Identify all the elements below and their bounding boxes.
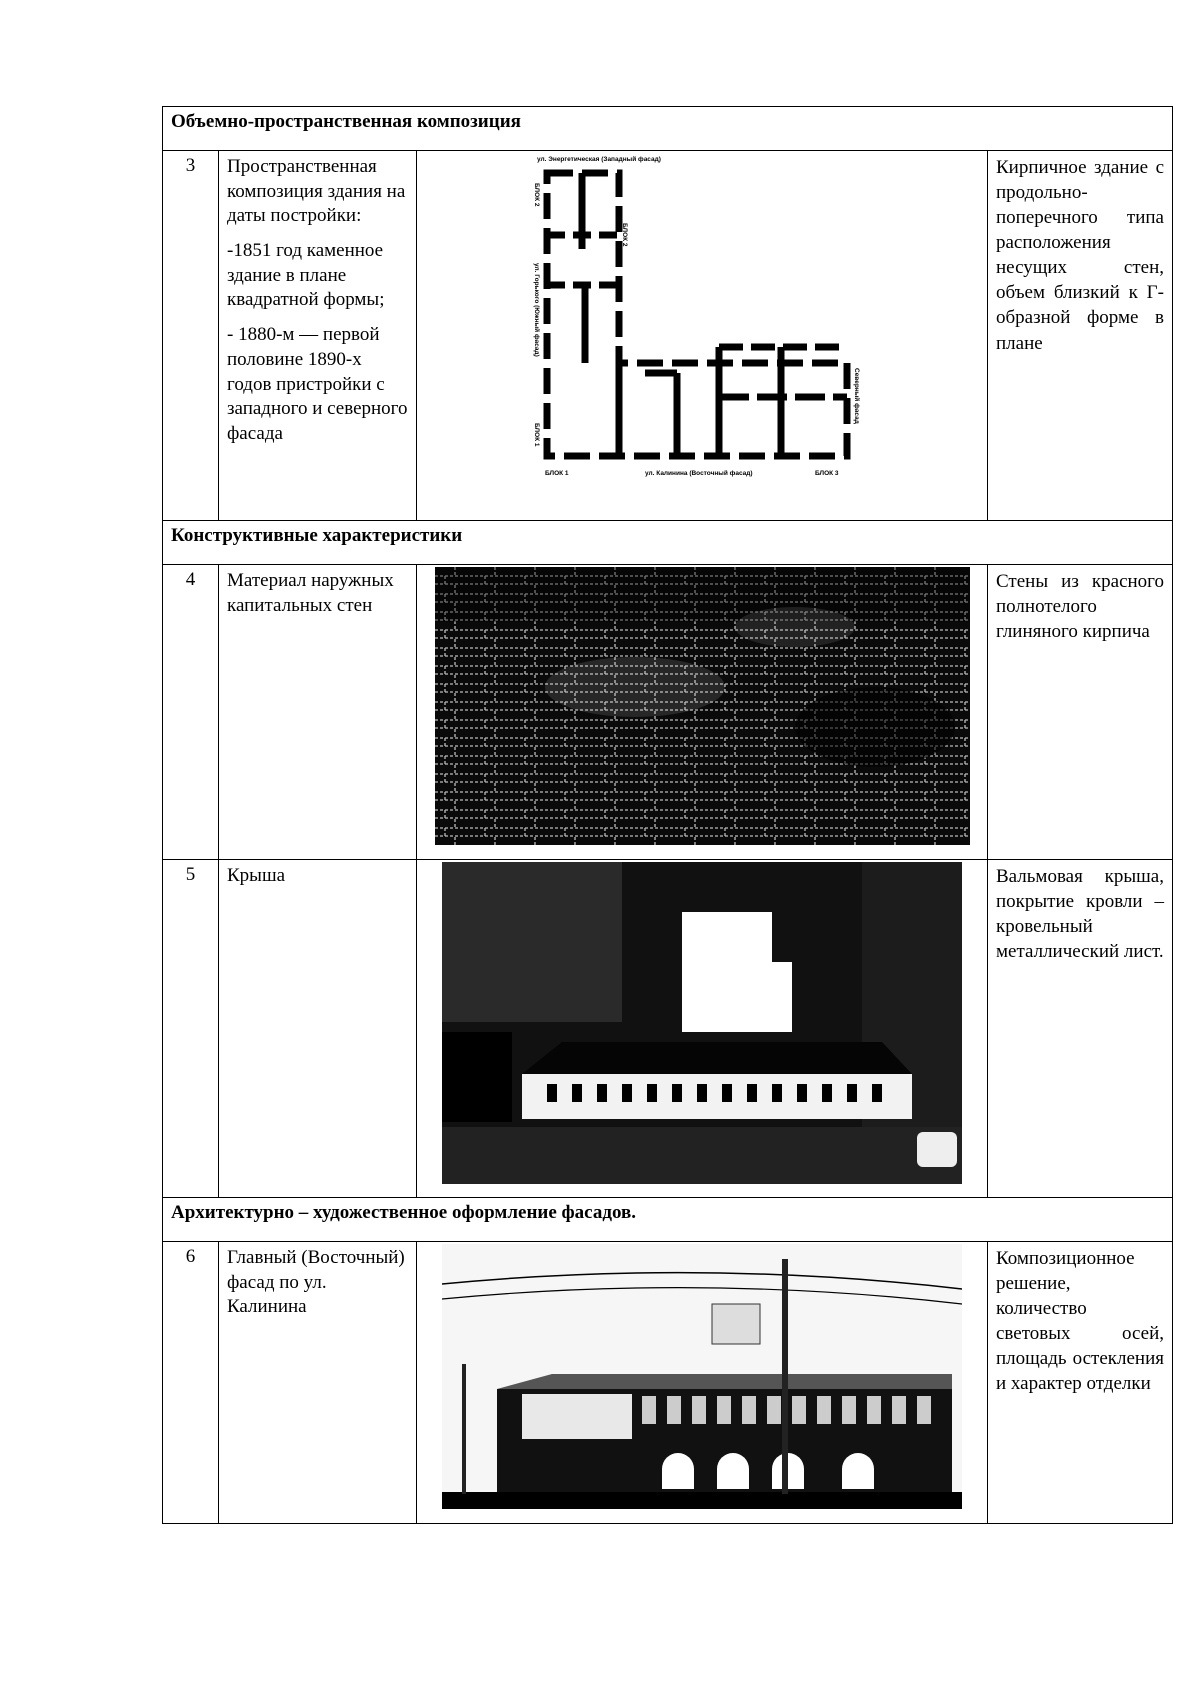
facade-photo-cell bbox=[417, 1242, 988, 1524]
wall-photo-cell bbox=[417, 565, 988, 860]
row-number: 5 bbox=[163, 860, 219, 1198]
row-number: 6 bbox=[163, 1242, 219, 1524]
section-heading-construction: Конструктивные характеристики bbox=[163, 521, 1173, 565]
row-name: Крыша bbox=[219, 860, 417, 1198]
characteristics-table bbox=[162, 106, 1173, 1524]
floor-plan-cell bbox=[417, 151, 988, 521]
row-description: Вальмовая крыша, покрытие кровли – кровельный металлический лист. bbox=[988, 860, 1173, 1198]
row-description: Композиционное решение, количество световых осей, площадь остекления и характер отделки bbox=[988, 1242, 1173, 1524]
roof-photo-cell bbox=[417, 860, 988, 1198]
section-heading-composition: Объемно-пространственная композиция bbox=[163, 107, 1173, 151]
row-name: Материал наружных капитальных стен bbox=[219, 565, 417, 860]
plan-label-block1: БЛОК 1 bbox=[545, 470, 569, 477]
main-facade-photo bbox=[442, 1244, 962, 1509]
name-paragraph: -1851 год каменное здание в плане квадратной формы; bbox=[227, 240, 385, 311]
floor-plan-image bbox=[527, 153, 877, 493]
plan-label-north: Северный фасад bbox=[853, 368, 860, 424]
roof-aerial-photo bbox=[442, 862, 962, 1184]
name-paragraph: - 1880-м — первой половине 1890-х годов пристройки с западного и северного фасада bbox=[227, 324, 408, 444]
section-heading-facades: Архитектурно – художественное оформление фасадов. bbox=[163, 1198, 1173, 1242]
row-description: Кирпичное здание с продольно-поперечного типа расположения несущих стен, объем близкий к Г-образной форме в плане bbox=[988, 151, 1173, 521]
table-row bbox=[163, 1242, 1173, 1524]
row-name bbox=[219, 151, 417, 521]
plan-label-block1-side: БЛОК 1 bbox=[533, 423, 540, 447]
plan-label-south: ул. Горького (Южный фасад) bbox=[533, 263, 540, 357]
brick-wall-photo bbox=[435, 567, 970, 845]
section-row-construction bbox=[163, 521, 1173, 565]
plan-label-top: ул. Энергетическая (Западный фасад) bbox=[537, 156, 661, 163]
table-row bbox=[163, 565, 1173, 860]
row-name: Главный (Восточный) фасад по ул. Калинина bbox=[219, 1242, 417, 1524]
table-row bbox=[163, 860, 1173, 1198]
row-number: 4 bbox=[163, 565, 219, 860]
row-number: 3 bbox=[163, 151, 219, 521]
plan-label-block3: БЛОК 3 bbox=[815, 470, 839, 477]
plan-label-east: ул. Калинина (Восточный фасад) bbox=[645, 470, 753, 477]
section-row-facades bbox=[163, 1198, 1173, 1242]
plan-label-block2-b: БЛОК 2 bbox=[621, 223, 628, 247]
row-description: Стены из красного полнотелого глиняного кирпича bbox=[988, 565, 1173, 860]
table-row bbox=[163, 151, 1173, 521]
section-row-composition bbox=[163, 107, 1173, 151]
plan-label-block2-a: БЛОК 2 bbox=[533, 183, 540, 207]
name-paragraph: Пространственная композиция здания на даты постройки: bbox=[227, 156, 406, 227]
